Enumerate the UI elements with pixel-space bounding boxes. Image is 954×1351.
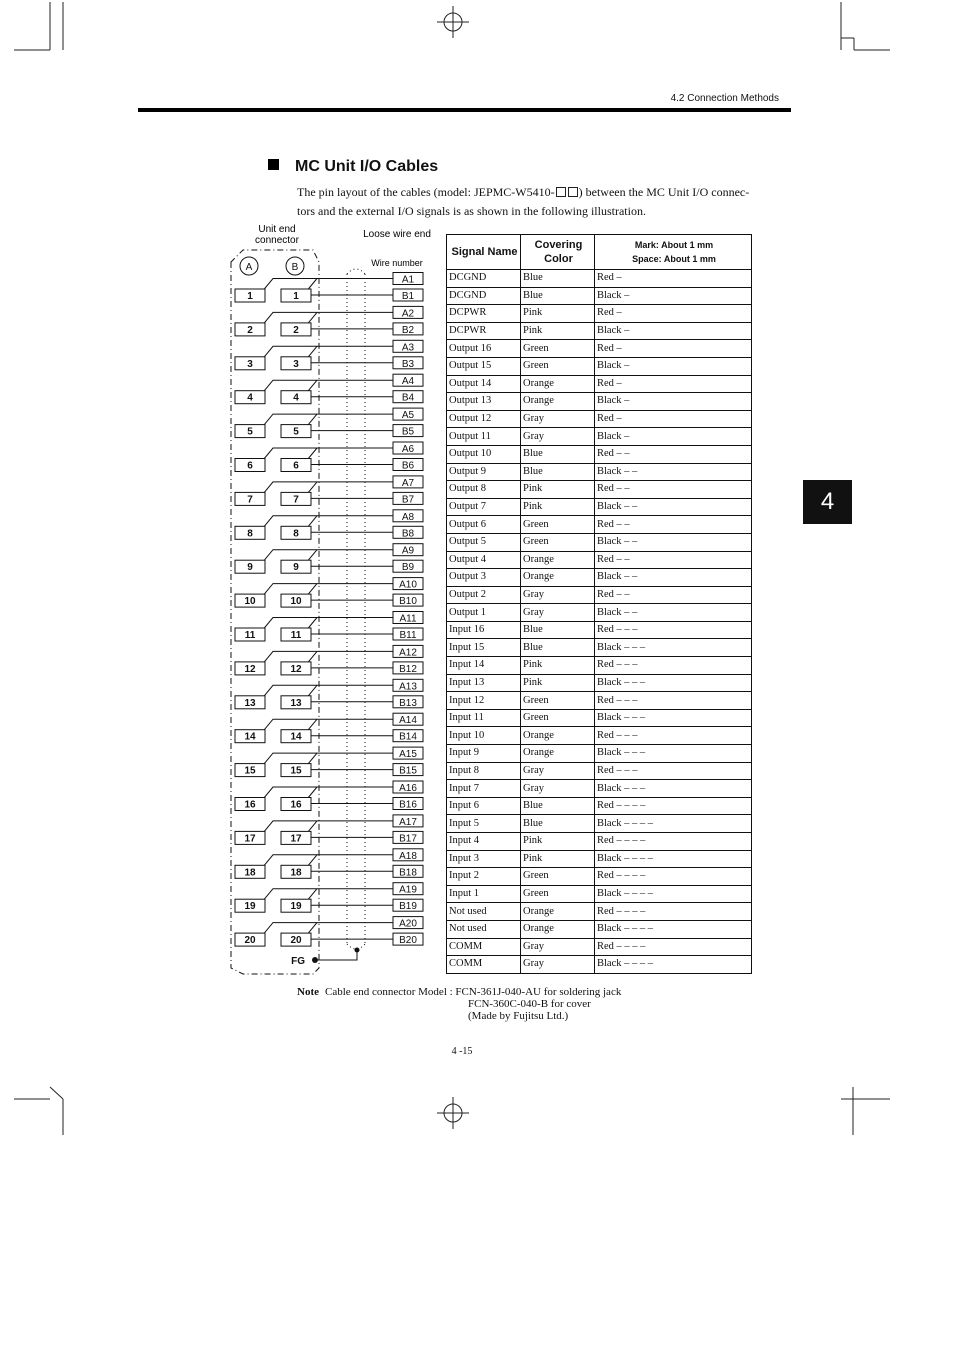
pin-number: 17 — [290, 833, 302, 845]
covering-color-cell: Blue — [521, 463, 595, 481]
intro-paragraph — [297, 183, 793, 221]
wire-number: B13 — [399, 697, 417, 709]
fg-wire — [315, 950, 357, 960]
mark-cell: Black – — [595, 322, 752, 340]
wire-number: A9 — [401, 545, 415, 557]
covering-color-cell: Green — [521, 709, 595, 727]
signal-name-cell: Output 10 — [447, 445, 521, 463]
note-line-1: Cable end connector Model : FCN-361J-040-AU for soldering jack — [325, 986, 622, 998]
table-row — [447, 727, 752, 745]
pin-number: 13 — [290, 697, 302, 709]
mark-cell: Black – – – — [595, 745, 752, 763]
signal-name-cell: Output 16 — [447, 340, 521, 358]
signal-name-cell: Input 9 — [447, 745, 521, 763]
mark-cell: Black – – – — [595, 639, 752, 657]
wire-number: A18 — [399, 850, 417, 862]
table-row — [447, 498, 752, 516]
signal-name-cell: Output 1 — [447, 604, 521, 622]
section-title — [268, 158, 438, 176]
signal-name-cell: Output 7 — [447, 498, 521, 516]
wire-number: B18 — [399, 867, 417, 879]
wire-number: B3 — [401, 358, 415, 370]
wire-number: A10 — [399, 579, 417, 591]
covering-color-cell: Orange — [521, 375, 595, 393]
covering-color-cell: Gray — [521, 586, 595, 604]
covering-color-cell: Pink — [521, 481, 595, 499]
row-label: B — [291, 262, 299, 273]
signal-name-cell: DCPWR — [447, 322, 521, 340]
wire-number: A8 — [401, 511, 415, 523]
wire-number: A1 — [401, 274, 415, 286]
pin-number: 3 — [293, 358, 299, 370]
covering-color-cell: Green — [521, 533, 595, 551]
mark-cell: Black – — [595, 428, 752, 446]
table-row — [447, 322, 752, 340]
mark-cell: Red – – – – — [595, 797, 752, 815]
signal-name-cell: Input 13 — [447, 674, 521, 692]
signal-table — [446, 234, 752, 974]
pin-number: 12 — [244, 663, 256, 675]
pin-number: 5 — [247, 426, 253, 438]
mark-cell: Red – — [595, 410, 752, 428]
pin-number: 18 — [290, 867, 302, 879]
covering-color-cell: Pink — [521, 498, 595, 516]
mark-cell: Black – – — [595, 533, 752, 551]
table-row — [447, 745, 752, 763]
signal-name-cell: Input 14 — [447, 657, 521, 675]
pin-number: 20 — [244, 935, 256, 947]
wire-number: B20 — [399, 935, 417, 947]
wire-number: A16 — [399, 783, 417, 794]
table-row — [447, 833, 752, 851]
section-title-text: MC Unit I/O Cables — [295, 158, 439, 175]
wire-number: B6 — [401, 460, 415, 472]
mark-cell: Red – – – — [595, 727, 752, 745]
pin-number: 2 — [247, 324, 253, 336]
table-row — [447, 762, 752, 780]
pin-number: 7 — [247, 494, 253, 506]
pin-number: 3 — [247, 358, 253, 370]
signal-name-cell: COMM — [447, 938, 521, 956]
covering-color-cell: Orange — [521, 920, 595, 938]
covering-color-cell: Blue — [521, 639, 595, 657]
pin-number: 4 — [293, 392, 299, 404]
pin-number: 18 — [244, 867, 256, 879]
signal-name-cell: Input 7 — [447, 780, 521, 798]
pin-number: 8 — [293, 528, 299, 540]
covering-color-cell: Green — [521, 340, 595, 358]
table-row — [447, 903, 752, 921]
covering-color-cell: Gray — [521, 762, 595, 780]
wire-number: A19 — [399, 884, 417, 896]
covering-color-cell: Orange — [521, 569, 595, 587]
mark-cell: Red – – — [595, 481, 752, 499]
intro-text-3: tors and the external I/O signals is as shown in the following illustration. — [297, 204, 646, 218]
mark-cell: Black – — [595, 357, 752, 375]
pin-number: 17 — [244, 833, 256, 845]
running-header: 4.2 Connection Methods — [670, 93, 779, 104]
mark-cell: Red – – – – — [595, 903, 752, 921]
table-row — [447, 780, 752, 798]
wire-number: B4 — [401, 392, 415, 404]
signal-name-cell: Output 5 — [447, 533, 521, 551]
mark-cell: Red – – – — [595, 762, 752, 780]
note-line-2: FCN-360C-040-B for cover — [468, 998, 591, 1010]
model-box-icon — [556, 187, 566, 197]
square-bullet-icon — [268, 159, 279, 170]
unit-end-label: connector — [255, 235, 299, 246]
table-row — [447, 657, 752, 675]
table-row — [447, 815, 752, 833]
table-row — [447, 357, 752, 375]
space-header-line: Space: About 1 mm — [632, 254, 716, 264]
table-row — [447, 533, 752, 551]
covering-color-cell: Blue — [521, 797, 595, 815]
table-row — [447, 305, 752, 323]
chapter-tab: 4 — [803, 480, 852, 524]
pin-number: 16 — [290, 799, 302, 811]
signal-name-cell: Input 3 — [447, 850, 521, 868]
signal-name-cell: Input 10 — [447, 727, 521, 745]
mark-cell: Black – – — [595, 498, 752, 516]
wire-number: B9 — [401, 562, 415, 574]
table-row — [447, 586, 752, 604]
wire-number: A3 — [401, 342, 415, 354]
pin-number: 6 — [247, 460, 253, 472]
mark-cell: Red – — [595, 270, 752, 288]
table-row — [447, 516, 752, 534]
mark-cell: Black – – – — [595, 709, 752, 727]
table-row — [447, 920, 752, 938]
mark-cell: Red – – – – — [595, 833, 752, 851]
pin-number: 1 — [293, 291, 299, 302]
table-row — [447, 410, 752, 428]
table-row — [447, 938, 752, 956]
mark-cell: Red – – — [595, 586, 752, 604]
mark-cell: Red – – – – — [595, 868, 752, 886]
model-box-icon — [568, 187, 578, 197]
signal-name-cell: Not used — [447, 903, 521, 921]
table-row — [447, 956, 752, 974]
signal-name-cell: Output 2 — [447, 586, 521, 604]
table-row — [447, 428, 752, 446]
covering-color-cell: Gray — [521, 428, 595, 446]
wire-number: A14 — [399, 715, 417, 727]
wire-number: A5 — [401, 410, 415, 422]
covering-color-cell: Blue — [521, 270, 595, 288]
wire-number: B15 — [399, 765, 417, 777]
cable-bundle-line — [347, 269, 365, 274]
table-header-row — [447, 235, 752, 270]
table-row — [447, 639, 752, 657]
table-row — [447, 481, 752, 499]
signal-name-cell: Input 4 — [447, 833, 521, 851]
signal-name-cell: Output 12 — [447, 410, 521, 428]
mark-cell: Red – – — [595, 516, 752, 534]
covering-color-cell: Pink — [521, 657, 595, 675]
mark-cell: Red – – – — [595, 621, 752, 639]
covering-color-header: Covering Color — [521, 235, 595, 270]
table-row — [447, 393, 752, 411]
signal-name-header: Signal Name — [447, 235, 521, 270]
covering-color-cell: Blue — [521, 621, 595, 639]
mark-cell: Red – — [595, 305, 752, 323]
covering-color-cell: Pink — [521, 305, 595, 323]
pin-number: 10 — [290, 596, 302, 608]
covering-color-cell: Orange — [521, 727, 595, 745]
pin-number: 13 — [244, 697, 256, 709]
pin-number: 14 — [290, 731, 302, 743]
signal-name-cell: Output 3 — [447, 569, 521, 587]
mark-cell: Black – – – – — [595, 850, 752, 868]
signal-name-cell: Input 6 — [447, 797, 521, 815]
covering-color-cell: Green — [521, 357, 595, 375]
pin-number: 10 — [244, 596, 256, 608]
covering-color-cell: Orange — [521, 393, 595, 411]
table-row — [447, 674, 752, 692]
signal-name-cell: COMM — [447, 956, 521, 974]
pin-number: 14 — [244, 731, 256, 743]
signal-name-cell: Output 4 — [447, 551, 521, 569]
pin-number: 19 — [290, 901, 302, 913]
fg-label: FG — [291, 956, 305, 967]
wire-number: B12 — [399, 663, 417, 675]
covering-color-cell: Pink — [521, 674, 595, 692]
wire-number: A12 — [399, 647, 417, 659]
wire-number: A6 — [401, 444, 415, 455]
signal-name-cell: Input 8 — [447, 762, 521, 780]
signal-name-cell: DCGND — [447, 287, 521, 305]
unit-end-label: Unit end — [258, 224, 296, 235]
pin-number: 6 — [293, 460, 299, 472]
mark-cell: Black – – — [595, 463, 752, 481]
pin-number: 5 — [293, 426, 299, 438]
intro-text-2: ) between the MC Unit I/O connec- — [578, 185, 750, 199]
wire-number: B11 — [399, 630, 417, 641]
table-row — [447, 885, 752, 903]
mark-cell: Black – — [595, 393, 752, 411]
pin-number: 11 — [244, 630, 256, 641]
pin-number: 16 — [244, 799, 256, 811]
wire-number: B10 — [399, 596, 417, 608]
signal-name-cell: Input 5 — [447, 815, 521, 833]
covering-color-cell: Gray — [521, 410, 595, 428]
mark-cell: Black – – — [595, 604, 752, 622]
mark-cell: Red – – – — [595, 692, 752, 710]
header-rule — [138, 108, 791, 112]
pin-number: 1 — [247, 291, 253, 302]
table-row — [447, 463, 752, 481]
covering-color-cell: Gray — [521, 956, 595, 974]
table-row — [447, 287, 752, 305]
covering-color-cell: Gray — [521, 604, 595, 622]
signal-name-cell: Output 14 — [447, 375, 521, 393]
table-row — [447, 868, 752, 886]
table-row — [447, 445, 752, 463]
signal-name-cell: Input 15 — [447, 639, 521, 657]
covering-color-cell: Blue — [521, 445, 595, 463]
pin-number: 19 — [244, 901, 256, 913]
loose-wire-label: Loose wire end — [363, 229, 431, 240]
wire-number: A17 — [399, 816, 417, 828]
page-number: 4 -15 — [451, 1046, 473, 1057]
signal-name-cell: DCGND — [447, 270, 521, 288]
mark-cell: Red – – — [595, 445, 752, 463]
wire-number: B14 — [399, 731, 417, 743]
wire-number: A20 — [399, 918, 417, 930]
wire-number: A2 — [401, 308, 415, 320]
mark-cell: Black – – – — [595, 674, 752, 692]
mark-cell: Black – – – – — [595, 885, 752, 903]
table-row — [447, 850, 752, 868]
wire-number: A7 — [401, 477, 415, 489]
pin-number: 2 — [293, 324, 299, 336]
wire-number: B5 — [401, 426, 415, 438]
covering-color-cell: Orange — [521, 551, 595, 569]
pin-number: 9 — [293, 562, 299, 574]
pin-number: 15 — [290, 765, 302, 777]
wire-number: A15 — [399, 749, 417, 761]
signal-name-cell: Output 11 — [447, 428, 521, 446]
covering-color-cell: Blue — [521, 815, 595, 833]
table-row — [447, 709, 752, 727]
wire-number: B1 — [401, 291, 415, 302]
table-row — [447, 604, 752, 622]
wire-number: A4 — [401, 376, 415, 388]
pin-number: 7 — [293, 494, 299, 506]
pin-number: 15 — [244, 765, 256, 777]
signal-name-cell: Input 12 — [447, 692, 521, 710]
signal-name-cell: Output 15 — [447, 357, 521, 375]
mark-header-line: Mark: About 1 mm — [634, 240, 714, 250]
row-label: A — [245, 262, 253, 273]
wire-number: A11 — [399, 613, 417, 625]
note — [297, 986, 621, 1022]
pin-number: 9 — [247, 562, 253, 574]
wire-number: B7 — [401, 494, 415, 506]
signal-name-cell: Input 11 — [447, 709, 521, 727]
covering-color-cell: Green — [521, 868, 595, 886]
table-row — [447, 551, 752, 569]
pin-number: 4 — [247, 392, 253, 404]
mark-cell: Black – – – – — [595, 815, 752, 833]
pin-number: 12 — [290, 663, 302, 675]
mark-cell: Red – – – – — [595, 938, 752, 956]
covering-color-cell: Pink — [521, 322, 595, 340]
wire-number: B16 — [399, 799, 417, 811]
table-row — [447, 340, 752, 358]
covering-color-cell: Pink — [521, 850, 595, 868]
mark-header — [595, 235, 752, 270]
table-row — [447, 270, 752, 288]
mark-cell: Black – – — [595, 569, 752, 587]
covering-color-cell: Blue — [521, 287, 595, 305]
wire-number: B17 — [399, 833, 417, 845]
wire-number-label: Wire number — [371, 258, 423, 268]
mark-cell: Black – — [595, 287, 752, 305]
table-row — [447, 797, 752, 815]
covering-color-cell: Green — [521, 516, 595, 534]
covering-color-cell: Orange — [521, 745, 595, 763]
mark-cell: Red – — [595, 375, 752, 393]
mark-cell: Red – — [595, 340, 752, 358]
fg-junction-icon — [355, 948, 360, 953]
wire-number: B8 — [401, 528, 415, 540]
signal-name-cell: Output 9 — [447, 463, 521, 481]
pin-number: 11 — [290, 630, 302, 641]
pin-number: 20 — [290, 935, 302, 947]
covering-color-cell: Pink — [521, 833, 595, 851]
covering-color-cell: Orange — [521, 903, 595, 921]
covering-color-cell: Green — [521, 885, 595, 903]
signal-name-cell: Output 6 — [447, 516, 521, 534]
signal-name-cell: Output 8 — [447, 481, 521, 499]
note-line-3: (Made by Fujitsu Ltd.) — [468, 1010, 569, 1022]
note-label: Note — [297, 986, 319, 998]
signal-name-cell: Output 13 — [447, 393, 521, 411]
wire-number: B2 — [401, 324, 415, 336]
signal-name-cell: Input 16 — [447, 621, 521, 639]
table-row — [447, 621, 752, 639]
signal-name-cell: Input 1 — [447, 885, 521, 903]
cable-wiring-diagram — [225, 222, 440, 978]
covering-color-cell: Green — [521, 692, 595, 710]
table-row — [447, 569, 752, 587]
pin-number: 8 — [247, 528, 253, 540]
covering-color-cell: Gray — [521, 780, 595, 798]
wire-number: A13 — [399, 681, 417, 693]
table-row — [447, 692, 752, 710]
signal-name-cell: Input 2 — [447, 868, 521, 886]
covering-color-cell: Gray — [521, 938, 595, 956]
mark-cell: Black – – – — [595, 780, 752, 798]
mark-cell: Black – – – – — [595, 956, 752, 974]
intro-text-1: The pin layout of the cables (model: JEPMC-W5410- — [297, 185, 555, 199]
wire-number: B19 — [399, 901, 417, 913]
mark-cell: Red – – — [595, 551, 752, 569]
mark-cell: Black – – – – — [595, 920, 752, 938]
signal-name-cell: Not used — [447, 920, 521, 938]
signal-name-cell: DCPWR — [447, 305, 521, 323]
table-row — [447, 375, 752, 393]
mark-cell: Red – – – — [595, 657, 752, 675]
